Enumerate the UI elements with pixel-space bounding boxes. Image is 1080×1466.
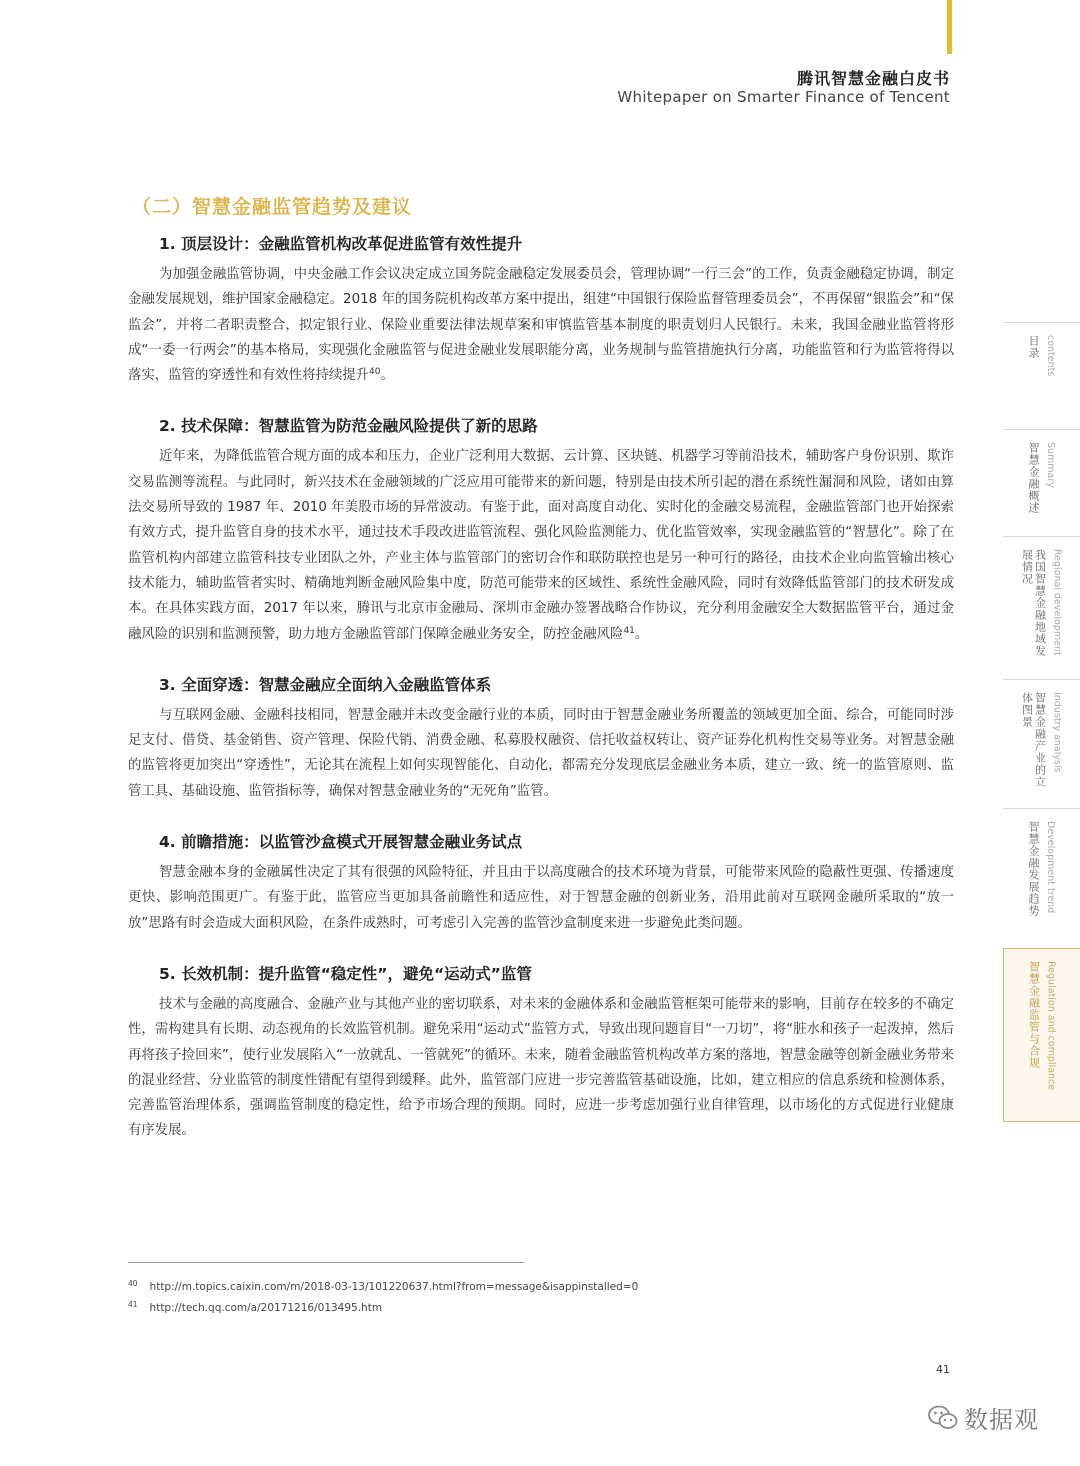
subsection-heading-5: 5. 长效机制：提升监管“稳定性”，避免“运动式”监管 [159,964,532,983]
subsection-body-1: 为加强金融监管协调，中央金融工作会议决定成立国务院金融稳定发展委员会，管理协调“一行三会”的工作，负责金融稳定协调，制定金融发展规划，维护国家金融稳定。2018 年的国务院机构改革方案中提出，组建“中国银行保险监督管理委员会”，不再保留“银监会”和“保监会”，并将二者职责整合，拟定银行业、保险业重要法律法规草案和审慎监管基本制度的职责划归人民银行。未来，我国金融业监管将形成“一委一行两会”的基本格局，实现强化金融监管与促进金融业发展职能分离，业务规制与监管措施执行分离，功能监管和行为监管将得以落实，监管的穿透性和有效性将持续提升$^{40}$。 [128,267,954,384]
side-tab-regional[interactable] [1003,536,1080,679]
footnote-ref[interactable]: 41 [623,625,635,636]
footnote-number: 40 [128,1279,138,1288]
side-tab-cn: 智慧金融概述 [1027,442,1040,514]
side-tab-en: Regional development [1051,549,1063,656]
side-tab-regulation[interactable] [1003,948,1080,1122]
header-title: 腾讯智慧金融白皮书 [796,69,950,88]
subsection-body-5: 技术与金融的高度融合、金融产业与其他产业的密切联系，对未来的金融体系和金融监管框架可能带来的影响，目前存在较多的不确定性，需构建具有长期、动态视角的长效监管机制。避免采用“运动式”监管方式，导致出现问题盲目“一刀切”，将“脏水和孩子一起泼掉，然后再将孩子捡回来”，使行业发展陷入“一放就乱、一管就死”的循环。未来，随着金融监管机构改革方案的落地，智慧金融等创新金融业务带来的混业经营、分业监管的制度性错配有望得到缓释。此外，监管部门应进一步完善监管基础设施，比如，建立相应的信息系统和检测体系，完善监管治理体系，强调监管制度的稳定性，给予市场合理的预期。同时，应进一步考虑加强行业自律管理，以市场化的方式促进行业健康有序发展。 [128,996,954,1139]
watermark [928,1400,1039,1435]
side-tab-cn: 我国智慧金融地域发展情况 [1020,549,1047,657]
side-nav [1003,322,1080,1122]
side-tab-en: contents [1045,335,1056,377]
side-tab-summary[interactable] [1003,429,1080,536]
main-content [128,192,954,1170]
header-subtitle: Whitepaper on Smarter Finance of Tencent [617,88,950,106]
body-text: 为加强金融监管协调，中央金融工作会议决定成立国务院金融稳定发展委员会，管理协调“一行三会”的工作，负责金融稳定协调，制定金融发展规划，维护国家金融稳定。2018 年的国务院机构改革方案中提出，组建“中国银行保险监督管理委员会”，不再保留“银监会”和“保监会”，并将二者职责整合，拟定银行业、保险业重要法律法规草案和审慎监管基本制度的职责划归人民银行。未来，我国金融业监管将形成“一委一行两会”的基本格局，实现强化金融监管与促进金融业发展职能分离，业务规制与监管措施执行分离，功能监管和行为监管将得以落实，监管的穿透性和有效性将持续提升 [128,267,954,384]
side-tab-en: Industry analysis [1051,692,1063,773]
footnote-number: 41 [128,1300,138,1309]
footnote-link[interactable]: http://tech.qq.com/a/20171216/013495.htm [149,1302,383,1314]
footnote-link[interactable]: http://m.topics.caixin.com/m/2018-03-13/101220637.html?from=message&isappinstalled=0 [149,1281,639,1293]
wechat-icon [928,1404,958,1432]
section-title: （二）智慧金融监管趋势及建议 [132,196,413,218]
side-tab-en: Regulation and compliance [1045,961,1057,1091]
body-text: 近年来，为降低监管合规方面的成本和压力，企业广泛利用大数据、云计算、区块链、机器学习等前沿技术，辅助客户身份识别、欺诈交易监测等流程。与此同时，新兴技术在金融领域的广泛应用可能带来的新问题，特别是由技术所引起的潜在系统性漏洞和风险，诸如由算法交易所导致的 1987 年、2010 年美股市场的异常波动。有鉴于此，面对高度自动化、实时化的金融交易流程，金融监管部门也开始探索有效方式，提升监管自身的技术水平，通过技术手段改进监管流程、强化风险监测能力、优化监管效率，实现金融监管的“智慧化”。除了在监管机构内部建立监管科技专业团队之外，产业主体与监管部门的密切合作和联防联控也是另一种可行的路径，由技术企业向监管输出核心技术能力，辅助监管者实时、精确地判断金融风险集中度，防范可能带来的区域性、系统性金融风险，同时有效降低监管部门的技术研发成本。在具体实践方面，2017 年以来，腾讯与北京市金融局、深圳市金融办签署战略合作协议，充分利用金融安全大数据监管平台，通过金融风险的识别和监测预警，助力地方金融监管部门保障金融业务安全，防控金融风险 [128,449,954,642]
side-tab-contents[interactable] [1003,322,1080,429]
footnote-item [128,1296,638,1317]
side-tab-trend[interactable] [1003,808,1080,948]
footnote-ref[interactable]: 40 [369,367,381,378]
side-tab-cn: 智慧金融监管与合规 [1027,961,1041,1069]
subsection-body-4: 智慧金融本身的金融属性决定了其有很强的风险特征，并且由于以高度融合的技术环境为背景，可能带来风险的隐蔽性更强、传播速度更快、影响范围更广。有鉴于此，监管应当更加具备前瞻性和适应性，对于智慧金融的创新业务，沿用此前对互联网金融所采取的“放一放”思路有时会造成大面积风险，在条件成熟时，可考虑引入完善的监管沙盒制度来进一步避免此类问题。 [128,865,954,931]
side-tab-cn: 智慧金融产业的立体图景 [1020,692,1047,788]
side-tab-cn: 智慧金融发展趋势 [1027,821,1040,917]
side-tab-industry[interactable] [1003,679,1080,808]
subsection-heading-4: 4. 前瞻措施：以监管沙盒模式开展智慧金融业务试点 [159,833,523,852]
side-tab-en: Development trend [1045,821,1056,914]
footnote-divider [128,1262,524,1263]
footnote-item [128,1275,638,1296]
subsection-body-2: 近年来，为降低监管合规方面的成本和压力，企业广泛利用大数据、云计算、区块链、机器学习等前沿技术，辅助客户身份识别、欺诈交易监测等流程。与此同时，新兴技术在金融领域的广泛应用可能带来的新问题，特别是由技术所引起的潜在系统性漏洞和风险，诸如由算法交易所导致的 1987 年、2010 年美股市场的异常波动。有鉴于此，面对高度自动化、实时化的金融交易流程，金融监管部门也开始探索有效方式，提升监管自身的技术水平，通过技术手段改进监管流程、强化风险监测能力、优化监管效率，实现金融监管的“智慧化”。除了在监管机构内部建立监管科技专业团队之外，产业主体与监管部门的密切合作和联防联控也是另一种可行的路径，由技术企业向监管输出核心技术能力，辅助监管者实时、精确地判断金融风险集中度，防范可能带来的区域性、系统性金融风险，同时有效降低监管部门的技术研发成本。在具体实践方面，2017 年以来，腾讯与北京市金融局、深圳市金融办签署战略合作协议，充分利用金融安全大数据监管平台，通过金融风险的识别和监测预警，助力地方金融监管部门保障金融业务安全，防控金融风险$^{41}$。 [128,449,954,642]
header-accent-bar [947,0,952,54]
subsection-heading-2: 2. 技术保障：智慧监管为防范金融风险提供了新的思路 [159,417,538,436]
side-tab-cn: 目录 [1027,335,1040,359]
side-tab-en: Summary [1045,442,1056,488]
subsection-heading-3: 3. 全面穿透：智慧金融应全面纳入金融监管体系 [159,675,492,694]
subsection-body-3: 与互联网金融、金融科技相同，智慧金融并未改变金融行业的本质，同时由于智慧金融业务所覆盖的领域更加全面、综合，可能同时涉足支付、借贷、基金销售、资产管理、保险代销、消费金融、私募股权融资、信托收益权转让、资产证券化机构性交易等业务。对智慧金融的监管将更加突出“穿透性”，无论其在流程上如何实现智能化、自动化，都需充分发现底层金融业务本质，建立一致、统一的监管原则、监管工具、基础设施、监管指标等，确保对智慧金融业务的“无死角”监管。 [128,707,954,799]
watermark-text: 数据观 [964,1406,1039,1434]
page-number: 41 [936,1363,950,1376]
subsection-heading-1: 1. 顶层设计：金融监管机构改革促进监管有效性提升 [159,235,523,253]
footnotes [128,1275,638,1317]
